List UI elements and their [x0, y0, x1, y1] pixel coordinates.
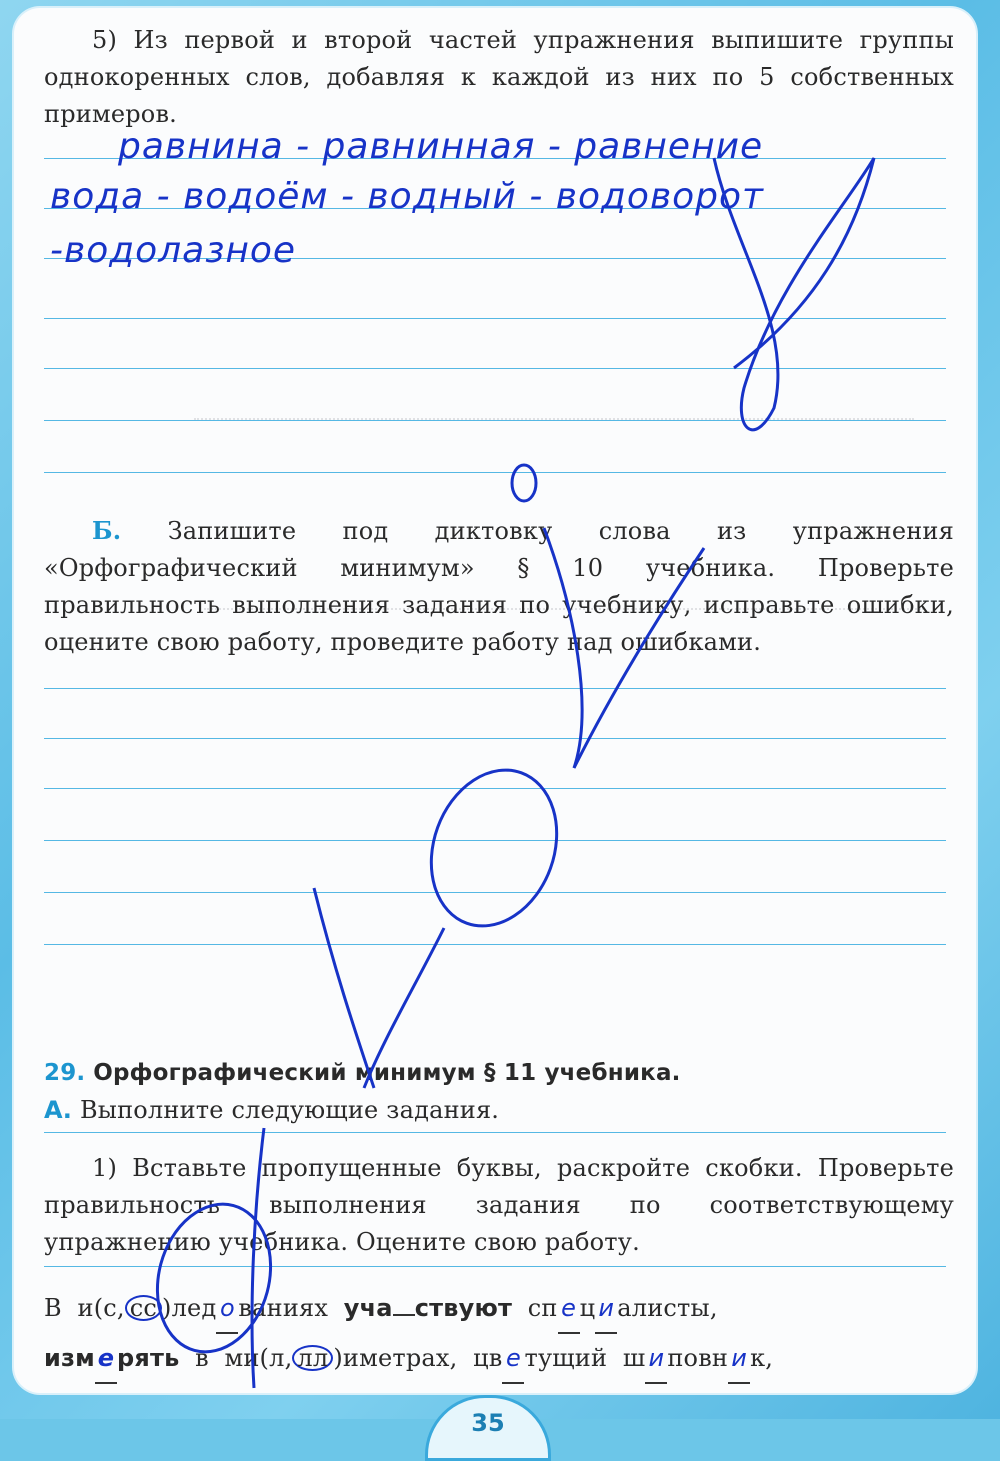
section-b-body: Запишите под диктовку слова из упражнения «Орфографический минимум» § 10 учебника. Проверьте правильность выполнения задания по учебнику, исправьте ошибки, оцените свою работу, проведите работу над ошибками.: [44, 517, 954, 656]
handwritten-scrawl: [14, 8, 976, 1393]
handwritten-line-3: -водолазное: [50, 230, 297, 271]
handwritten-line-1: равнина - равнинная - равнение: [118, 126, 764, 167]
exercise-words: В и(с, сс )лед о ваниях уча ствуют сп е ц и алисты, изм е рять в ми(л, лл )иметрах, цв е тущий ш и повн и к,: [44, 1284, 954, 1384]
exercise-29-number: 29.: [44, 1060, 86, 1086]
task-5-text: 5) Из первой и второй частей упражнения выпишите группы однокоренных слов, добавляя к каждой из них по 5 собственных примеров.: [44, 26, 954, 128]
exercise-29-title: Орфографический минимум § 11 учебника.: [93, 1060, 681, 1086]
page-number: 35: [425, 1395, 551, 1461]
task-1-text: 1) Вставьте пропущенные буквы, раскройте скобки. Проверьте правильность выполнения задания по соответствующему упражнению учебника. Оцените свою работу.: [44, 1154, 954, 1256]
section-a-text: Выполните следующие задания.: [79, 1096, 500, 1124]
workbook-page: [14, 8, 976, 1393]
section-b-label: Б.: [92, 516, 122, 545]
section-a-label: А.: [44, 1096, 73, 1124]
handwritten-line-2: вода - водоём - водный - водоворот: [50, 176, 765, 217]
